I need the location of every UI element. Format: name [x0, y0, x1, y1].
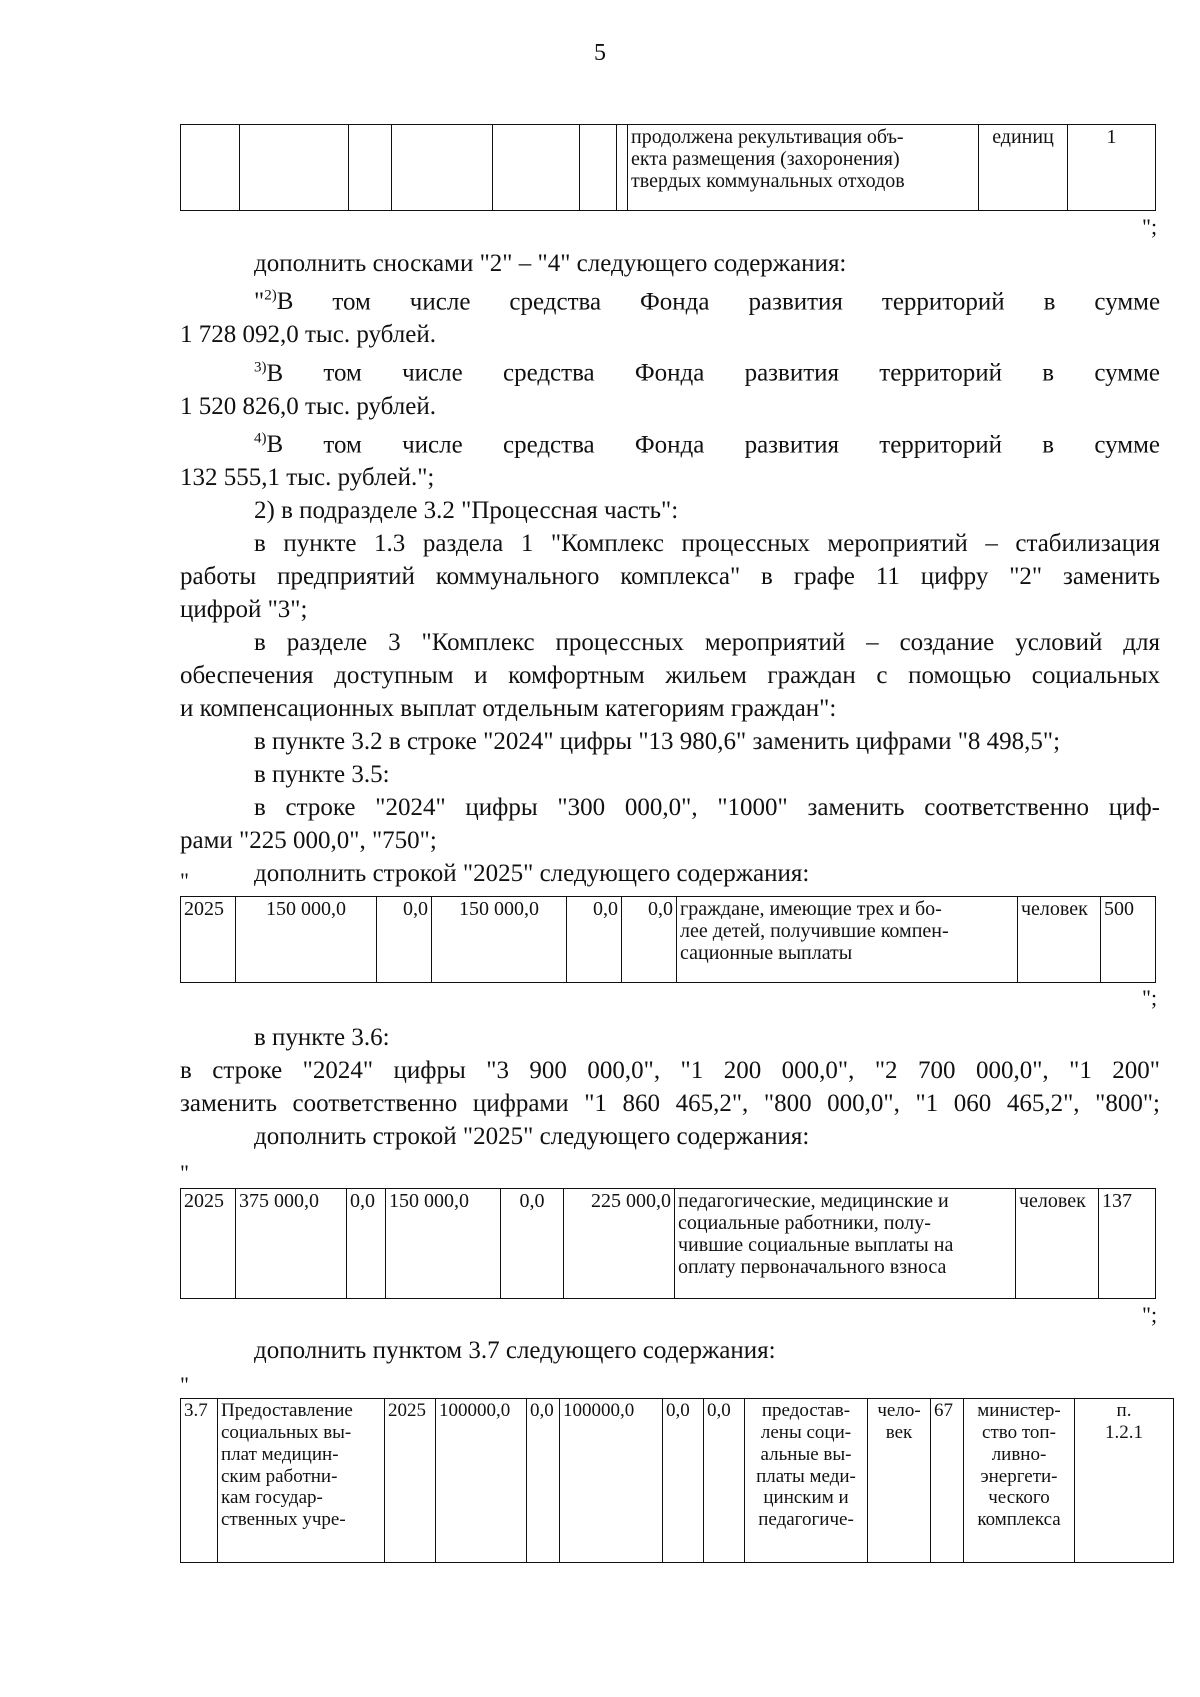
text-line: в пункте 3.5:: [254, 760, 390, 788]
table-row: [181, 1399, 1174, 1563]
table-cell: 375 000,0: [236, 1189, 347, 1299]
table-cell: 3.7: [181, 1399, 218, 1563]
closing-quote: ";: [1142, 214, 1158, 239]
text-line: в разделе 3 "Комплекс процессных мероприятий – создание условий для: [254, 628, 1160, 656]
table-row: [181, 125, 1156, 211]
table-cell: 0,0: [527, 1399, 560, 1563]
table-cell-value: 1: [1068, 125, 1156, 211]
text-line: дополнить пунктом 3.7 следующего содержания:: [254, 1337, 776, 1364]
table-cell: [493, 125, 580, 211]
table-cell-result-text: граждане, имеющие трех и бо- лее детей, получившие компен- сационные выплаты: [677, 897, 1018, 983]
footnote-2: "$^{2)}$В том числе средства Фонда развития территорий в сумме: [254, 288, 1161, 316]
text-line: обеспечения доступным и комфортным жильем граждан с помощью социальных: [180, 661, 1160, 689]
text-line: 1 728 092,0 тыс. рублей.: [180, 321, 436, 349]
table-cell: 0,0: [501, 1189, 564, 1299]
text-line: в пункте 3.2 в строке "2024" цифры "13 980,6" заменить цифрами "8 498,5";: [254, 727, 1061, 755]
text-line: 1 520 826,0 тыс. рублей.: [180, 392, 436, 420]
text-line: цифрой "3";: [180, 595, 308, 623]
table-cell: 225 000,0: [564, 1189, 675, 1299]
table-cell-reference: п. 1.2.1: [1075, 1399, 1174, 1563]
table-cell: 150 000,0: [386, 1189, 501, 1299]
table-cell: 100000,0: [560, 1399, 663, 1563]
text-line: в строке "2024" цифры "300 000,0", "1000" заменить соответственно циф-: [254, 793, 1160, 821]
text-line: работы предприятий коммунального комплекса" в графе 11 цифру "2" заменить: [180, 562, 1160, 590]
table-cell: 2025: [181, 897, 236, 983]
table-cell-unit: единиц: [979, 125, 1068, 211]
table-cell: 2025: [385, 1399, 436, 1563]
table-cell: 100000,0: [436, 1399, 527, 1563]
page-number: 5: [594, 40, 606, 66]
table-row: [181, 1189, 1156, 1299]
table-cell-value: 137: [1099, 1189, 1156, 1299]
text-line: дополнить строкой "2025" следующего содержания:: [254, 1123, 810, 1150]
table-top-continuation: [180, 124, 1156, 211]
opening-quote: ": [180, 1160, 189, 1185]
text-block: [180, 247, 1160, 890]
opening-quote: ": [180, 1372, 189, 1397]
text-line: дополнить сносками "2" – "4" следующего содержания:: [254, 250, 847, 277]
table-cell: [617, 125, 628, 211]
text-block-2: [180, 1021, 1160, 1153]
text-line: рами "225 000,0", "750";: [180, 826, 437, 854]
text-line: 2) в подразделе 3.2 "Процессная часть":: [254, 496, 679, 524]
table-cell: 0,0: [622, 897, 677, 983]
table-cell-responsible: министер- ство топ- ливно- энергети- ческого комплекса: [964, 1399, 1075, 1563]
table-cell-unit: человек: [1016, 1189, 1099, 1299]
table-cell: 0,0: [567, 897, 622, 983]
table-cell: [181, 125, 240, 211]
text-line: 132 555,1 тыс. рублей.";: [180, 463, 435, 491]
table-cell: 0,0: [704, 1399, 745, 1563]
table-cell: [580, 125, 617, 211]
footnote-3: $^{3)}$В том числе средства Фонда развития территорий в сумме: [254, 359, 1161, 387]
table-cell: [240, 125, 349, 211]
text-line: в пункте 3.6:: [254, 1024, 390, 1051]
table-cell-result-text: продолжена рекультивация объ- екта размещения (захоронения) твердых коммунальных отходов: [628, 125, 979, 211]
footnote-4: $^{4)}$В том числе средства Фонда развития территорий в сумме: [254, 430, 1161, 458]
table-2025-item-3-6: [180, 1188, 1156, 1299]
table-cell-unit: человек: [1018, 897, 1101, 983]
table-cell-result-text: предостав- лены соци- альные вы- платы меди- цинским и педагогиче-: [745, 1399, 868, 1563]
table-cell: 150 000,0: [236, 897, 377, 983]
table-2025-item-3-5: [180, 896, 1156, 983]
table-cell-name: Предоставление социальных вы- плат медицин- ским работни- кам государ- ственных учре-: [218, 1399, 385, 1563]
table-cell-result-text: педагогические, медицинские и социальные работники, полу- чившие социальные выплаты на оплату первоначального взноса: [675, 1189, 1016, 1299]
table-cell-unit: чело- век: [868, 1399, 931, 1563]
closing-quote: ";: [1142, 1302, 1158, 1327]
table-cell: 0,0: [377, 897, 432, 983]
opening-quote: ": [180, 868, 189, 893]
table-cell-value: 500: [1101, 897, 1156, 983]
table-cell: 2025: [181, 1189, 236, 1299]
table-cell: 0,0: [663, 1399, 704, 1563]
text-line: в строке "2024" цифры "3 900 000,0", "1 200 000,0", "2 700 000,0", "1 200": [180, 1057, 1160, 1084]
table-row: [181, 897, 1156, 983]
text-line: дополнить строкой "2025" следующего содержания:: [254, 859, 810, 887]
table-item-3-7: [180, 1398, 1174, 1563]
text-line: заменить соответственно цифрами "1 860 465,2", "800 000,0", "1 060 465,2", "800";: [180, 1090, 1160, 1117]
text-line: и компенсационных выплат отдельным категориям граждан":: [180, 694, 837, 722]
closing-quote: ";: [1142, 985, 1158, 1010]
table-cell: [392, 125, 493, 211]
table-cell: 0,0: [347, 1189, 386, 1299]
table-cell-value: 67: [931, 1399, 964, 1563]
text-block-3: [180, 1334, 1160, 1367]
table-cell: 150 000,0: [432, 897, 567, 983]
text-line: в пункте 1.3 раздела 1 "Комплекс процессных мероприятий – стабилизация: [254, 529, 1160, 557]
table-cell: [349, 125, 392, 211]
